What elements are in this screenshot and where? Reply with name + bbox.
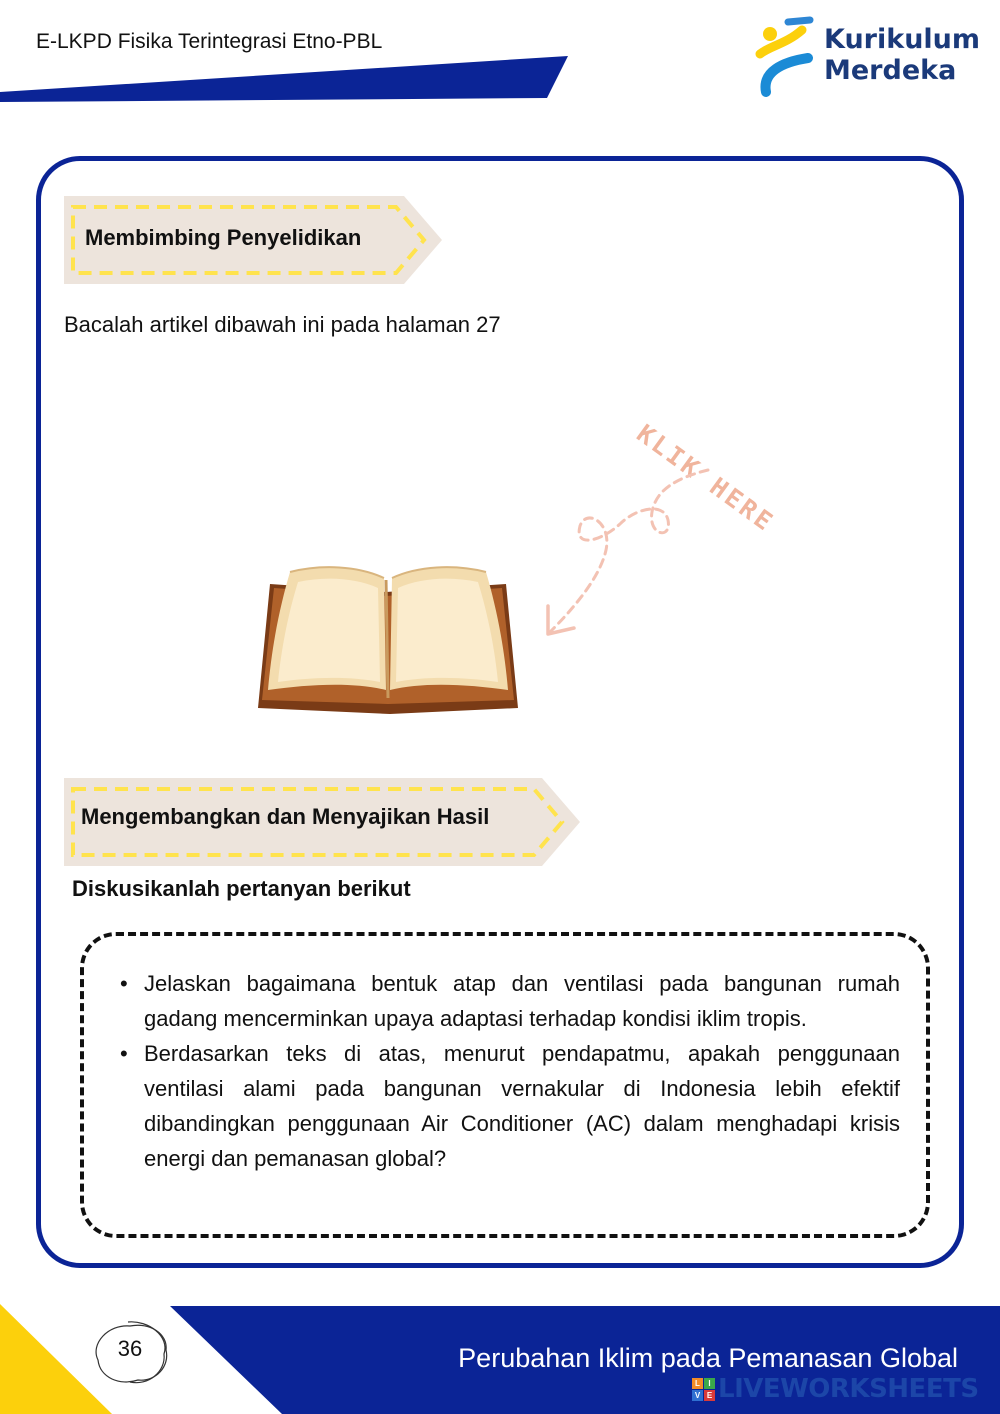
question-list — [118, 966, 900, 1176]
section-tag-mengembangkan — [64, 778, 584, 866]
page-number: 36 — [117, 1336, 143, 1361]
logo-text-line-1: Kurikulum — [824, 24, 981, 55]
section-heading-membimbing: Membimbing Penyelidikan — [85, 225, 362, 250]
footer-title: Perubahan Iklim pada Pemanasan Global — [458, 1343, 958, 1373]
klik-here-link[interactable]: KLIK HERE — [631, 418, 780, 538]
watermark-text: LIVEWORKSHEETS — [718, 1374, 979, 1404]
reading-instruction: Bacalah artikel dibawah ini pada halaman 27 — [64, 312, 501, 337]
section-heading-mengembangkan: Mengembangkan dan Menyajikan Hasil — [81, 804, 490, 829]
liveworksheets-logo-icon: L I V E — [692, 1378, 716, 1402]
question-item-2: • Berdasarkan teks di atas, menurut pendapatmu, apakah penggunaan ventilasi alami pada bangunan vernakular di Indonesia lebih efektif dibandingkan penggunaan Air Conditioner (AC) dalam menghadapi krisis energi dan pemanasan global? — [118, 1036, 900, 1176]
header-stripe — [0, 56, 570, 104]
logo-text-line-2: Merdeka — [824, 55, 957, 86]
document-title: E-LKPD Fisika Terintegrasi Etno-PBL — [36, 30, 383, 53]
section-tag-membimbing — [64, 196, 444, 284]
discussion-heading: Diskusikanlah pertanyan berikut — [72, 876, 411, 901]
logo-mark-icon — [752, 16, 816, 100]
question-item-1: • Jelaskan bagaimana bentuk atap dan ventilasi pada bangunan rumah gadang mencerminkan upaya adaptasi terhadap kondisi iklim tropis. — [118, 966, 900, 1036]
open-book-icon[interactable] — [252, 558, 524, 718]
logo-text — [824, 24, 980, 86]
dashed-arrow-icon — [536, 460, 726, 650]
kurikulum-merdeka-logo — [752, 16, 984, 102]
